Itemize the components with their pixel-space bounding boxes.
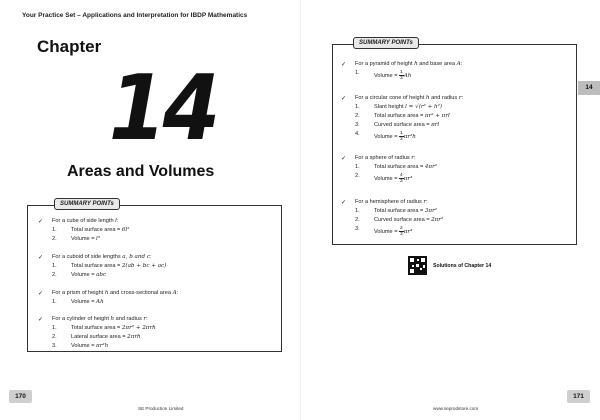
chapter-number: 14 bbox=[108, 56, 217, 161]
topic-cuboid: ✓ For a cuboid of side lengths a, b and c: 1. Total surface area = 2(ab + bc + ac) 2. Volume = abc bbox=[38, 254, 167, 278]
check-icon: ✓ bbox=[38, 219, 44, 225]
check-icon: ✓ bbox=[38, 317, 44, 323]
summary-box-right bbox=[332, 40, 577, 245]
chapter-label: Chapter bbox=[37, 37, 102, 56]
check-icon: ✓ bbox=[341, 200, 347, 206]
page-number-left: 170 bbox=[9, 390, 32, 403]
check-icon: ✓ bbox=[341, 156, 347, 162]
check-icon: ✓ bbox=[341, 96, 347, 102]
check-icon: ✓ bbox=[341, 62, 347, 68]
check-icon: ✓ bbox=[38, 291, 44, 297]
publisher-name: SE Production Limited bbox=[138, 406, 184, 411]
chapter-side-tab: 14 bbox=[578, 81, 600, 95]
topic-cone: ✓ For a circular cone of height h and radius r: 1. Slant height l = √(r² + h²) 2. Total surface area = πr² + πrl 3. Curved surface area = πrl 4. Volume = $\frac{1}{3}$ πr²h bbox=[341, 95, 464, 142]
topic-cylinder: ✓ For a cylinder of height h and radius r: 1. Total surface area = 2πr² + 2πrh 2. Lateral surface area = 2πrh 3. Volume = πr²h bbox=[38, 316, 156, 349]
summary-tag: SUMMARY POINTs bbox=[353, 37, 419, 49]
qr-code-icon[interactable] bbox=[408, 256, 427, 275]
topic-pyramid: ✓ For a pyramid of height h and base area A: 1. Volume = $\frac{1}{3}$ Ah bbox=[341, 61, 463, 81]
solutions-label: Solutions of Chapter 14 bbox=[433, 263, 492, 269]
check-icon: ✓ bbox=[38, 255, 44, 261]
page-number-right: 171 bbox=[567, 390, 590, 403]
page-spine bbox=[300, 0, 301, 420]
book-header: Your Practice Set – Applications and Interpretation for IBDP Mathematics bbox=[22, 12, 248, 19]
topic-prism: ✓ For a prism of height h and cross-sectional area A: 1. Volume = Ah bbox=[38, 290, 179, 305]
chapter-title: Areas and Volumes bbox=[67, 163, 215, 180]
website-link[interactable]: www.seprodstore.com bbox=[433, 406, 479, 411]
topic-sphere: ✓ For a sphere of radius r: 1. Total surface area = 4πr² 2. Volume = $\frac{4}{3}$ πr³ bbox=[341, 155, 437, 184]
summary-box-left bbox=[27, 201, 282, 352]
topic-hemisphere: ✓ For a hemisphere of radius r: 1. Total surface area = 3πr² 2. Curved surface area = 2πr² 3. Volume = $\frac{2}{3}$ πr³ bbox=[341, 199, 444, 237]
summary-tag: SUMMARY POINTs bbox=[54, 198, 120, 210]
topic-cube: ✓ For a cube of side length l: 1. Total surface area = 6l² 2. Volume = l³ bbox=[38, 218, 130, 242]
